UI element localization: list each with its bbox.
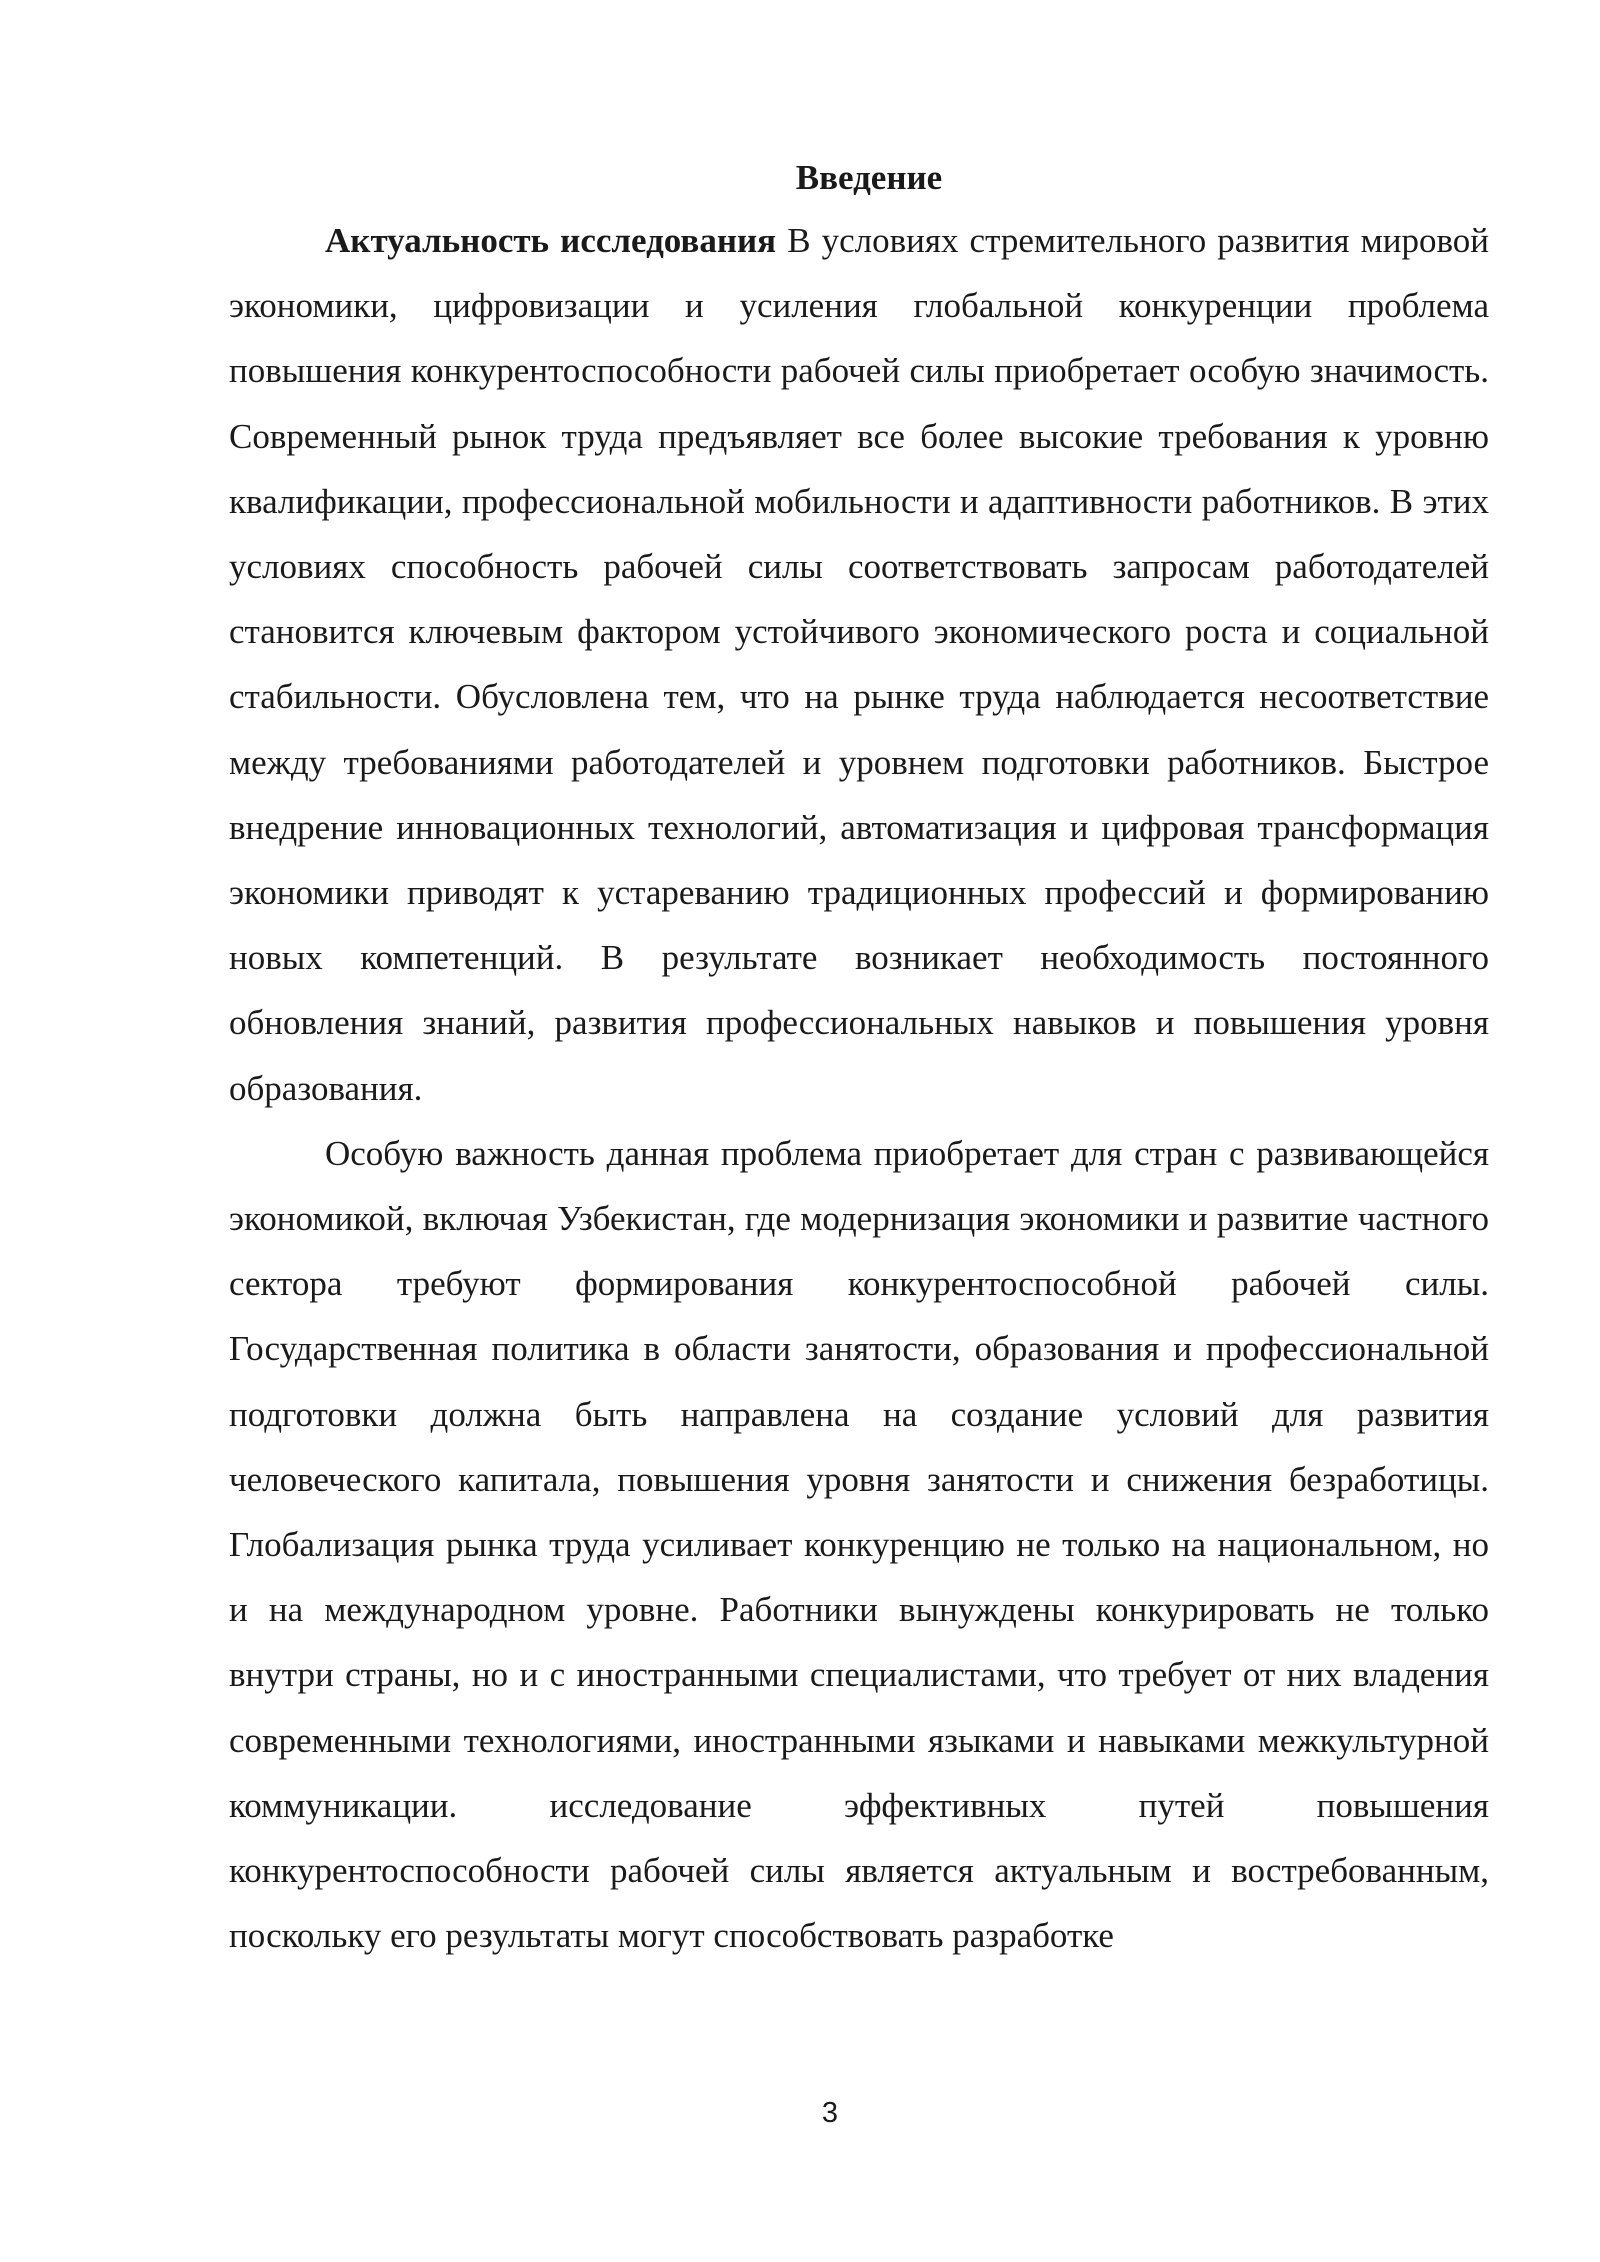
page-body bbox=[229, 148, 1489, 1968]
paragraph-relevance bbox=[229, 208, 1489, 1121]
section-heading: Введение bbox=[795, 158, 943, 197]
paragraph-text: Особую важность данная проблема приобретает для стран с развивающейся экономикой, включая Узбекистан, где модернизация экономики и развитие частного сектора требуют формирования конкурентоспособной рабочей силы. Государственная политика в области занятости, образования и профессиональной подготовки должна быть направлена на создание условий для развития человеческого капитала, повышения уровня занятости и снижения безработицы. Глобализация рынка труда усиливает конкуренцию не только на национальном, но и на международном уровне. Работники вынуждены конкурировать не только внутри страны, но и с иностранными специалистами, что требует от них владения современными технологиями, иностранными языками и навыками межкультурной коммуникации. исследование эффективных путей повышения конкурентоспособности рабочей силы является актуальным и востребованным, поскольку его результаты могут способствовать разработке bbox=[229, 1133, 1489, 1956]
paragraph-lead: Актуальность исследования bbox=[325, 221, 777, 260]
paragraph-importance bbox=[229, 1121, 1489, 1969]
page-number: 3 bbox=[821, 2097, 839, 2129]
paragraph-text: В условиях стремительного развития мировой экономики, цифровизации и усиления глобальной конкуренции проблема повышения конкурентоспособности рабочей силы приобретает особую значимость. Современный рынок труда предъявляет все более высокие требования к уровню квалификации, профессиональной мобильности и адаптивности работников. В этих условиях способность рабочей силы соответствовать запросам работодателей становится ключевым фактором устойчивого экономического роста и социальной стабильности. Обусловлена тем, что на рынке труда наблюдается несоответствие между требованиями работодателей и уровнем подготовки работников. Быстрое внедрение инновационных технологий, автоматизация и цифровая трансформация экономики приводят к устареванию традиционных профессий и формированию новых компетенций. В результате возникает необходимость постоянного обновления знаний, развития профессиональных навыков и повышения уровня образования. bbox=[229, 221, 1490, 1108]
